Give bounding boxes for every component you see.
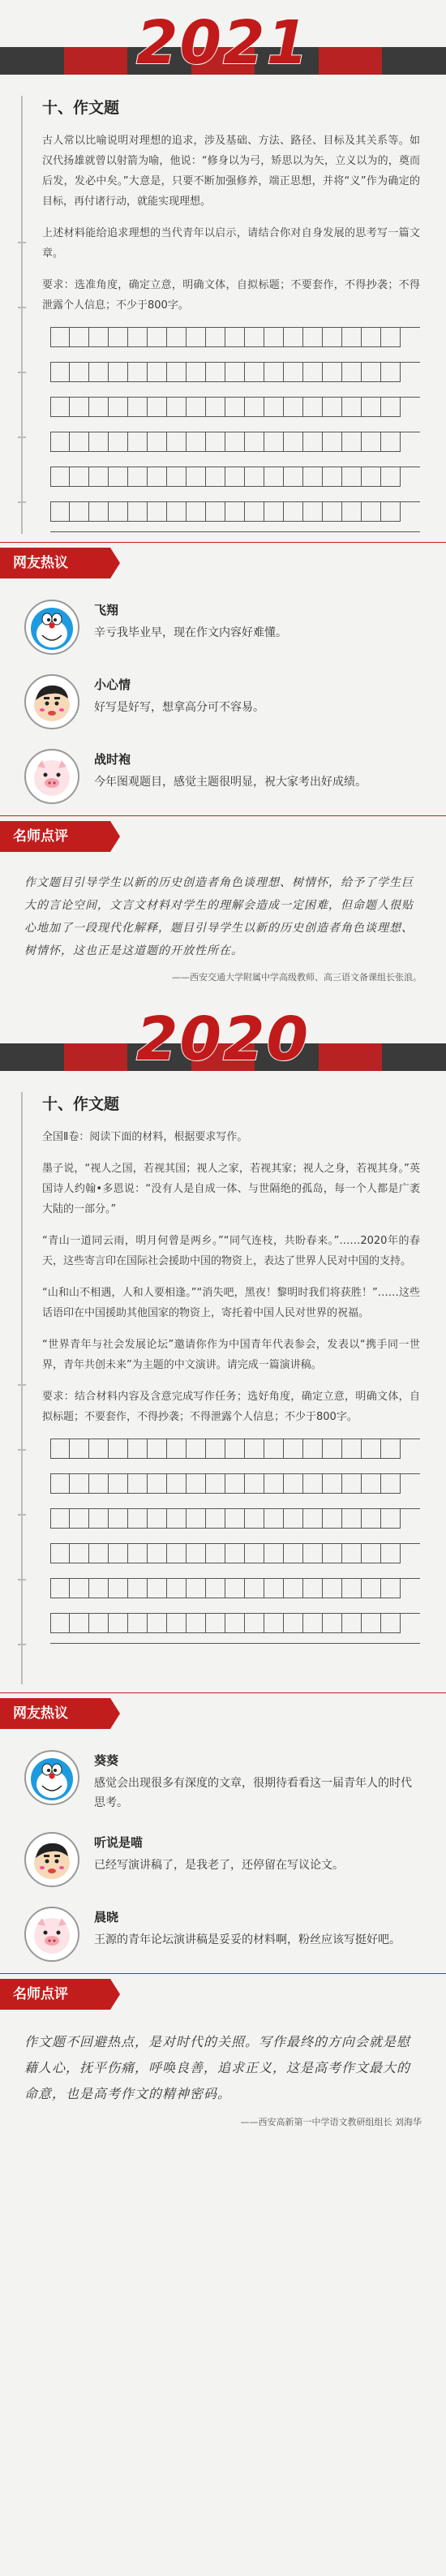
- year-banner-2021: [0, 0, 446, 89]
- grid-cell: [128, 1474, 148, 1494]
- grid-cell: [50, 398, 70, 417]
- grid-cell: [50, 363, 70, 382]
- grid-cell: [342, 1614, 362, 1633]
- grid-cell: [303, 1544, 323, 1563]
- grid-cell: [50, 432, 70, 452]
- comment-item: [0, 1824, 446, 1899]
- grid-cell: [50, 328, 70, 347]
- grid-cell: [70, 1439, 89, 1459]
- grid-cell: [225, 467, 245, 487]
- grid-cell: [89, 467, 109, 487]
- grid-cell: [225, 1474, 245, 1494]
- grid-cell: [148, 502, 167, 522]
- doraemon-avatar: [24, 1750, 79, 1805]
- grid-cell: [70, 398, 89, 417]
- comment-author: 听说是喵: [94, 1835, 144, 1850]
- teacher-section-2021: [0, 815, 446, 983]
- grid-cell: [128, 363, 148, 382]
- grid-cell: [148, 467, 167, 487]
- grid-cell: [264, 1579, 284, 1598]
- grid-cell: [264, 467, 284, 487]
- grid-cell: [148, 1474, 167, 1494]
- teacher-signature: ——西安高新第一中学语文教研组组长 刘海华: [240, 2117, 422, 2127]
- teacher-comment: 作文题不回避热点，是对时代的关照。写作最终的方向会就是慰藉人心，抚平伤痛，呼唤良善，追求正义，这是高考作文最大的命意，也是高考作文的精神密码。: [24, 2034, 411, 2101]
- grid-cell: [323, 467, 342, 487]
- grid-cell: [303, 467, 323, 487]
- grid-cell: [187, 467, 206, 487]
- grid-cell: [323, 502, 342, 522]
- grid-cell: [381, 432, 401, 452]
- grid-cell: [70, 502, 89, 522]
- grid-cell: [70, 328, 89, 347]
- comment-text: 王源的青年论坛演讲稿是妥妥的材料啊，粉丝应该写挺好吧。: [94, 1933, 401, 1946]
- grid-cell: [225, 398, 245, 417]
- grid-cell: [284, 1544, 303, 1563]
- grid-cell: [362, 1579, 381, 1598]
- grid-cell: [303, 432, 323, 452]
- grid-cell: [225, 363, 245, 382]
- grid-cell: [128, 502, 148, 522]
- grid-cell: [362, 1439, 381, 1459]
- grid-cell: [167, 432, 187, 452]
- grid-cell: [362, 502, 381, 522]
- grid-cell: [167, 328, 187, 347]
- grid-cell: [89, 502, 109, 522]
- grid-cell: [128, 328, 148, 347]
- grid-cell: [245, 1579, 264, 1598]
- grid-cell: [225, 1439, 245, 1459]
- grid-cell: [323, 328, 342, 347]
- grid-cell: [206, 363, 225, 382]
- grid-cell: [381, 1544, 401, 1563]
- shinchan-avatar: [24, 1832, 79, 1887]
- comment-text: 已经写演讲稿了，是我老了，还停留在写议论文。: [94, 1859, 344, 1872]
- grid-cell: [206, 467, 225, 487]
- comment-item: [0, 591, 446, 666]
- grid-cell: [264, 398, 284, 417]
- grid-cell: [89, 1544, 109, 1563]
- pig-avatar: [24, 1907, 79, 1962]
- question-panel-2021: [10, 96, 436, 534]
- grid-cell: [225, 1509, 245, 1529]
- grid-cell: [187, 363, 206, 382]
- grid-cell: [148, 1579, 167, 1598]
- comment-author: 葵葵: [94, 1753, 119, 1768]
- grid-cell: [50, 1614, 70, 1633]
- grid-cell: [284, 398, 303, 417]
- grid-cell: [187, 1474, 206, 1494]
- year-title: 2020: [136, 1004, 310, 1074]
- grid-cell: [342, 502, 362, 522]
- year-banner-2020: [0, 996, 446, 1086]
- grid-cell: [148, 363, 167, 382]
- grid-cell: [303, 363, 323, 382]
- grid-cell: [245, 1544, 264, 1563]
- grid-cell: [342, 1439, 362, 1459]
- grid-cell: [128, 432, 148, 452]
- grid-cell: [89, 432, 109, 452]
- grid-cell: [50, 1474, 70, 1494]
- grid-cell: [342, 432, 362, 452]
- grid-cell: [264, 432, 284, 452]
- grid-cell: [303, 328, 323, 347]
- shinchan-avatar: [24, 674, 79, 729]
- netizen-section-2020: [0, 1692, 446, 1973]
- comment-text: 好写是好写，想拿高分可不容易。: [94, 701, 264, 714]
- grid-cell: [89, 1579, 109, 1598]
- grid-row: [50, 1613, 420, 1644]
- grid-row: [50, 1439, 420, 1469]
- grid-cell: [109, 1614, 128, 1633]
- grid-cell: [148, 1509, 167, 1529]
- grid-cell: [264, 1614, 284, 1633]
- grid-cell: [381, 502, 401, 522]
- grid-cell: [284, 328, 303, 347]
- comment-item: [0, 1899, 446, 1973]
- grid-cell: [303, 398, 323, 417]
- grid-cell: [225, 328, 245, 347]
- grid-cell: [89, 363, 109, 382]
- grid-cell: [264, 1509, 284, 1529]
- grid-cell: [89, 1614, 109, 1633]
- grid-cell: [50, 502, 70, 522]
- teacher-comment: 作文题目引导学生以新的历史创造者角色谈理想、树情怀，给予了学生巨大的言论空间，文言文材料对学生的理解会造成一定困难，但命题人很贴心地加了一段现代化解释，题目引导学生以新的历史创造者角色谈理想、树情怀，这也正是这道题的开放性所在。: [24, 876, 414, 957]
- grid-row: [50, 467, 420, 497]
- question-title: 十、作文题: [42, 99, 120, 117]
- grid-cell: [381, 398, 401, 417]
- material-paragraph: 古人常以比喻说明对理想的追求，涉及基础、方法、路径、目标及其关系等。如汉代扬雄就曾以射箭为喻，他说：“修身以为弓，矫思以为矢，立义以为的，奠而后发，发必中矣。”大意是，只要不断加强修养，端正思想，并将“义”作为确定的目标，再付诸行动，就能实现理想。: [42, 135, 420, 208]
- netizen-heading: 网友热议: [0, 1698, 110, 1729]
- grid-cell: [167, 1579, 187, 1598]
- material-paragraph: “山和山不相遇，人和人要相逢。”“消失吧，黑夜！黎明时我们将获胜！”……这些话语印在中国援助其他国家的物资上，寄托着中国人民对世界的祝福。: [42, 1287, 420, 1319]
- grid-cell: [323, 1474, 342, 1494]
- grid-cell: [89, 398, 109, 417]
- grid-cell: [148, 398, 167, 417]
- grid-cell: [284, 502, 303, 522]
- grid-cell: [148, 432, 167, 452]
- grid-cell: [167, 1474, 187, 1494]
- grid-row: [50, 362, 420, 392]
- grid-cell: [362, 1474, 381, 1494]
- grid-cell: [342, 1544, 362, 1563]
- grid-cell: [303, 1509, 323, 1529]
- grid-cell: [128, 1439, 148, 1459]
- grid-cell: [381, 1474, 401, 1494]
- grid-cell: [225, 1614, 245, 1633]
- grid-cell: [245, 1439, 264, 1459]
- grid-row: [50, 1578, 420, 1608]
- netizen-section-2021: [0, 542, 446, 815]
- grid-cell: [206, 1614, 225, 1633]
- grid-cell: [148, 1614, 167, 1633]
- grid-cell: [206, 398, 225, 417]
- grid-cell: [323, 1579, 342, 1598]
- grid-cell: [109, 467, 128, 487]
- grid-cell: [50, 1544, 70, 1563]
- grid-cell: [206, 328, 225, 347]
- grid-cell: [148, 1544, 167, 1563]
- grid-cell: [167, 398, 187, 417]
- prompt-paragraph: “世界青年与社会发展论坛”邀请你作为中国青年代表参会，发表以“携手同一世界，青年共创未来”为主题的中文演讲。请完成一篇演讲稿。: [42, 1339, 420, 1371]
- netizen-heading: 网友热议: [0, 548, 110, 578]
- requirement-paragraph: 要求：选准角度，确定立意，明确文体，自拟标题；不要套作，不得抄袭；不得泄露个人信息；不少于800字。: [42, 279, 420, 312]
- year-title: 2021: [136, 8, 310, 78]
- material-paragraph: 墨子说，“视人之国，若视其国；视人之家，若视其家；视人之身，若视其身。”英国诗人约翰•多恩说：“没有人是自成一体、与世隔绝的孤岛，每一个人都是广袤大陆的一部分。”: [42, 1163, 420, 1215]
- grid-row: [50, 1543, 420, 1573]
- grid-cell: [381, 467, 401, 487]
- grid-cell: [206, 1474, 225, 1494]
- grid-cell: [362, 1614, 381, 1633]
- grid-cell: [245, 328, 264, 347]
- grid-cell: [109, 1544, 128, 1563]
- grid-cell: [342, 467, 362, 487]
- grid-cell: [342, 398, 362, 417]
- grid-cell: [225, 432, 245, 452]
- grid-cell: [128, 398, 148, 417]
- grid-cell: [109, 432, 128, 452]
- grid-cell: [342, 1474, 362, 1494]
- grid-cell: [109, 398, 128, 417]
- grid-cell: [284, 1439, 303, 1459]
- grid-cell: [245, 363, 264, 382]
- grid-cell: [245, 467, 264, 487]
- question-title: 十、作文题: [42, 1095, 120, 1113]
- grid-cell: [109, 363, 128, 382]
- grid-cell: [167, 1544, 187, 1563]
- grid-cell: [89, 328, 109, 347]
- grid-cell: [323, 1614, 342, 1633]
- grid-cell: [109, 502, 128, 522]
- comment-author: 小心情: [94, 677, 131, 692]
- grid-cell: [167, 467, 187, 487]
- grid-cell: [323, 363, 342, 382]
- grid-cell: [264, 1474, 284, 1494]
- grid-cell: [362, 398, 381, 417]
- grid-cell: [187, 1614, 206, 1633]
- grid-cell: [323, 398, 342, 417]
- grid-cell: [187, 398, 206, 417]
- writing-grid: [50, 1439, 420, 1644]
- grid-cell: [381, 328, 401, 347]
- grid-row: [50, 327, 420, 357]
- grid-cell: [381, 1614, 401, 1633]
- grid-cell: [206, 1544, 225, 1563]
- grid-cell: [187, 328, 206, 347]
- grid-cell: [225, 1544, 245, 1563]
- grid-cell: [50, 467, 70, 487]
- grid-cell: [225, 1579, 245, 1598]
- grid-cell: [381, 1439, 401, 1459]
- grid-cell: [362, 432, 381, 452]
- grid-cell: [362, 328, 381, 347]
- grid-cell: [264, 363, 284, 382]
- grid-cell: [303, 1439, 323, 1459]
- grid-cell: [245, 432, 264, 452]
- comment-item: [0, 741, 446, 815]
- grid-cell: [284, 432, 303, 452]
- grid-cell: [70, 432, 89, 452]
- grid-cell: [187, 1509, 206, 1529]
- grid-cell: [284, 363, 303, 382]
- grid-cell: [342, 363, 362, 382]
- grid-cell: [187, 1439, 206, 1459]
- grid-cell: [303, 502, 323, 522]
- grid-cell: [167, 1439, 187, 1459]
- grid-cell: [342, 1509, 362, 1529]
- grid-cell: [284, 467, 303, 487]
- grid-cell: [70, 363, 89, 382]
- grid-row: [50, 501, 420, 532]
- teacher-heading: 名师点评: [0, 821, 110, 852]
- grid-cell: [245, 398, 264, 417]
- grid-cell: [323, 1439, 342, 1459]
- comment-author: 飞翔: [94, 603, 119, 617]
- grid-cell: [128, 1579, 148, 1598]
- grid-cell: [284, 1614, 303, 1633]
- teacher-heading: 名师点评: [0, 1979, 110, 2010]
- comment-author: 战时袍: [94, 752, 131, 767]
- grid-cell: [70, 1509, 89, 1529]
- grid-cell: [264, 328, 284, 347]
- grid-cell: [50, 1579, 70, 1598]
- grid-row: [50, 397, 420, 427]
- grid-cell: [206, 1579, 225, 1598]
- grid-cell: [89, 1439, 109, 1459]
- grid-cell: [109, 1439, 128, 1459]
- grid-cell: [148, 1439, 167, 1459]
- grid-cell: [187, 502, 206, 522]
- comment-item: [0, 1742, 446, 1824]
- exam-paper-line: 全国Ⅱ卷：阅读下面的材料，根据要求写作。: [42, 1131, 248, 1143]
- grid-cell: [323, 432, 342, 452]
- doraemon-avatar: [24, 600, 79, 655]
- grid-cell: [128, 467, 148, 487]
- grid-cell: [245, 1474, 264, 1494]
- grid-cell: [303, 1579, 323, 1598]
- grid-cell: [50, 1439, 70, 1459]
- grid-cell: [70, 467, 89, 487]
- grid-cell: [362, 467, 381, 487]
- grid-cell: [381, 1509, 401, 1529]
- grid-cell: [381, 363, 401, 382]
- pig-avatar: [24, 749, 79, 804]
- comment-text: 感觉会出现很多有深度的文章，很期待看看这一届青年人的时代思考。: [94, 1777, 412, 1809]
- grid-cell: [264, 1439, 284, 1459]
- comment-author: 晨晓: [94, 1910, 119, 1924]
- grid-cell: [128, 1509, 148, 1529]
- grid-cell: [50, 1509, 70, 1529]
- grid-cell: [264, 1544, 284, 1563]
- grid-cell: [323, 1509, 342, 1529]
- grid-cell: [284, 1509, 303, 1529]
- writing-grid: [50, 327, 420, 532]
- grid-cell: [342, 328, 362, 347]
- grid-cell: [187, 432, 206, 452]
- grid-cell: [381, 1579, 401, 1598]
- grid-cell: [109, 1474, 128, 1494]
- grid-cell: [362, 1509, 381, 1529]
- grid-cell: [187, 1544, 206, 1563]
- comment-item: [0, 666, 446, 741]
- grid-cell: [109, 328, 128, 347]
- grid-cell: [245, 1509, 264, 1529]
- grid-cell: [225, 502, 245, 522]
- grid-cell: [206, 1439, 225, 1459]
- prompt-paragraph: 上述材料能给追求理想的当代青年以启示，请结合你对自身发展的思考写一篇文章。: [42, 227, 420, 260]
- grid-cell: [128, 1614, 148, 1633]
- grid-cell: [303, 1614, 323, 1633]
- grid-cell: [284, 1579, 303, 1598]
- grid-row: [50, 1473, 420, 1503]
- grid-row: [50, 1508, 420, 1538]
- grid-cell: [70, 1579, 89, 1598]
- grid-cell: [284, 1474, 303, 1494]
- grid-cell: [206, 1509, 225, 1529]
- grid-cell: [206, 432, 225, 452]
- teacher-signature: ——西安交通大学附属中学高级教师、高三语文备课组长张浪。: [172, 972, 422, 983]
- question-panel-2020: [10, 1092, 436, 1684]
- grid-cell: [70, 1614, 89, 1633]
- grid-cell: [245, 502, 264, 522]
- grid-cell: [167, 502, 187, 522]
- grid-cell: [70, 1474, 89, 1494]
- material-paragraph: “青山一道同云雨，明月何曾是两乡。”“同气连枝，共盼春来。”……2020年的春天，这些寄言印在国际社会援助中国的物资上，表达了世界人民对中国的支持。: [42, 1235, 420, 1267]
- grid-cell: [128, 1544, 148, 1563]
- grid-cell: [323, 1544, 342, 1563]
- grid-cell: [89, 1474, 109, 1494]
- teacher-section-2020: [0, 1973, 446, 2128]
- grid-row: [50, 432, 420, 462]
- grid-cell: [187, 1579, 206, 1598]
- grid-cell: [109, 1509, 128, 1529]
- requirement-paragraph: 要求：结合材料内容及含意完成写作任务；选好角度，确定立意，明确文体，自拟标题；不要套作，不得抄袭；不得泄露个人信息；不少于800字。: [42, 1391, 420, 1423]
- grid-cell: [167, 1614, 187, 1633]
- comment-text: 今年图观题目，感觉主题很明显，祝大家考出好成绩。: [94, 776, 367, 789]
- grid-cell: [245, 1614, 264, 1633]
- comment-text: 辛亏我毕业早，现在作文内容好难懂。: [94, 626, 287, 639]
- grid-cell: [362, 363, 381, 382]
- grid-cell: [264, 502, 284, 522]
- grid-cell: [70, 1544, 89, 1563]
- grid-cell: [148, 328, 167, 347]
- grid-cell: [362, 1544, 381, 1563]
- grid-cell: [342, 1579, 362, 1598]
- grid-cell: [206, 502, 225, 522]
- grid-cell: [303, 1474, 323, 1494]
- grid-cell: [167, 1509, 187, 1529]
- grid-cell: [89, 1509, 109, 1529]
- grid-cell: [109, 1579, 128, 1598]
- grid-cell: [167, 363, 187, 382]
